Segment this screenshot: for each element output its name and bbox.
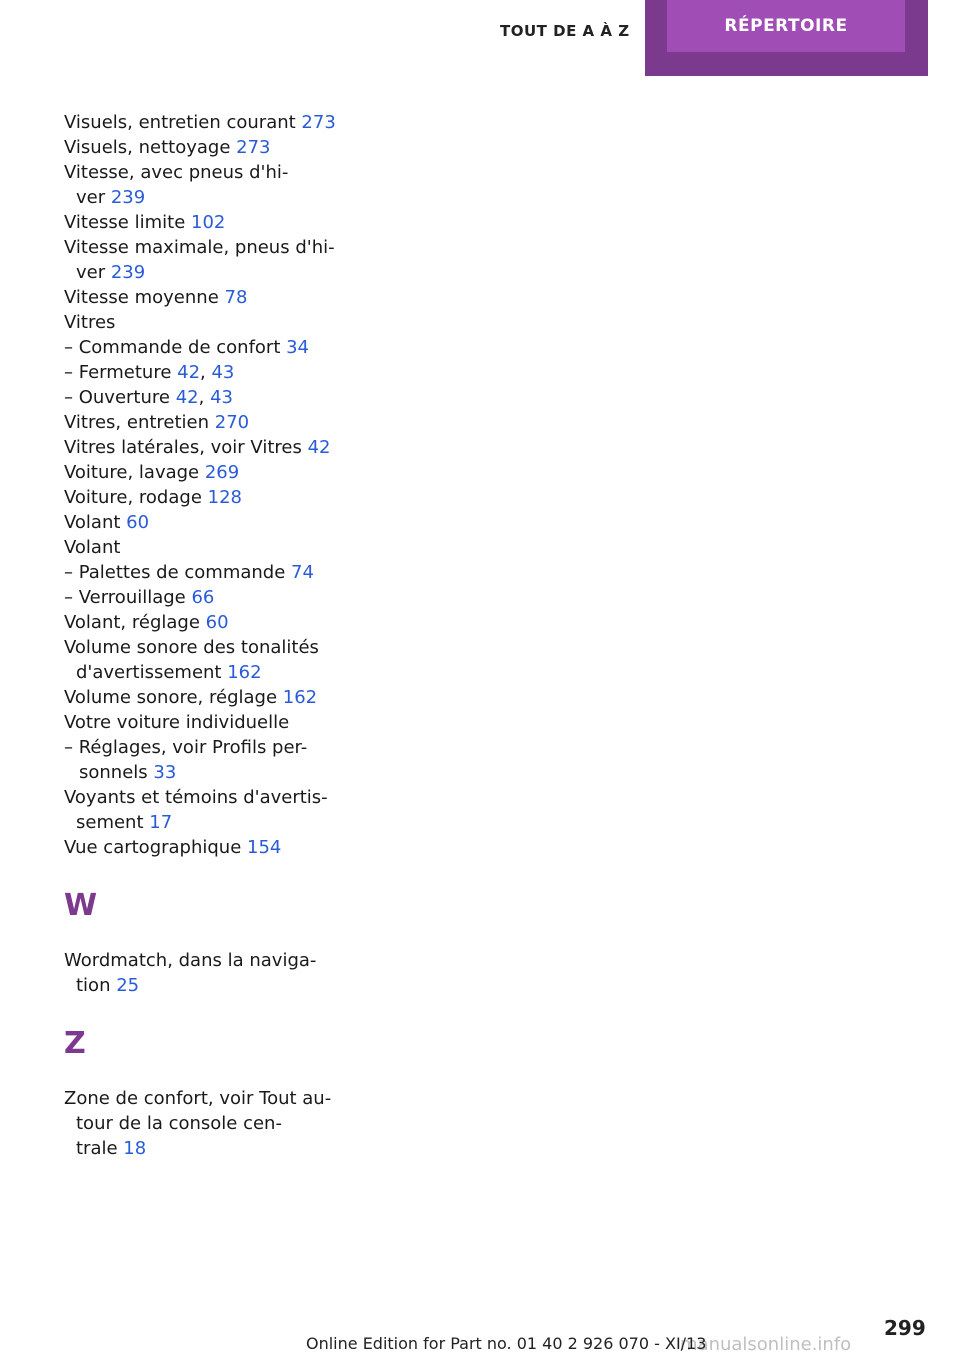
page-link[interactable]: 33 <box>153 762 177 783</box>
page-link[interactable]: 42 <box>307 437 331 458</box>
entry-text: – Commande de confort 34 <box>64 337 310 358</box>
header-tab-label: RÉPERTOIRE <box>667 0 905 52</box>
index-entry <box>64 110 354 135</box>
header-tab <box>645 0 928 76</box>
page-link[interactable]: 239 <box>110 262 146 283</box>
page-link[interactable]: 34 <box>286 337 310 358</box>
entry-text: Vitres <box>64 312 116 333</box>
letter-heading-z: Z <box>64 1026 86 1061</box>
watermark: manualsonline.info <box>680 1334 852 1355</box>
index-entry <box>64 585 354 610</box>
page-link[interactable]: 60 <box>126 512 150 533</box>
page-link[interactable]: 273 <box>301 112 336 133</box>
page-link[interactable]: 270 <box>214 412 250 433</box>
entry-continuation: sement 17 <box>76 812 173 833</box>
entry-text: – Fermeture 42, 43 <box>64 362 235 383</box>
page-link[interactable]: 74 <box>291 562 314 583</box>
entry-continuation: ver 239 <box>76 187 146 208</box>
entry-text: Vitesse maximale, pneus d'hi- <box>64 237 335 258</box>
index-entry <box>64 285 354 310</box>
entry-text: Voyants et témoins d'avertis- <box>64 787 328 808</box>
entry-text: Volume sonore des tonalités <box>64 637 319 658</box>
page-link[interactable]: 42 <box>177 362 201 383</box>
entry-text: Voiture, rodage 128 <box>64 487 242 508</box>
entry-continuation: tour de la console cen- <box>76 1113 282 1134</box>
entry-continuation: sonnels 33 <box>79 762 177 783</box>
letter-heading-w: W <box>64 888 98 923</box>
index-entry <box>64 135 354 160</box>
entry-text: Visuels, nettoyage 273 <box>64 137 271 158</box>
index-entry <box>64 835 354 860</box>
index-entry <box>64 685 354 710</box>
entry-text: Vitesse, avec pneus d'hi- <box>64 162 289 183</box>
page-link[interactable]: 154 <box>247 837 282 858</box>
page-link[interactable]: 18 <box>123 1138 147 1159</box>
index-entry <box>64 610 354 635</box>
entry-text: Votre voiture individuelle <box>64 712 290 733</box>
entry-text: Wordmatch, dans la naviga- <box>64 950 317 971</box>
index-entry <box>64 310 354 335</box>
entry-continuation: tion 25 <box>76 975 140 996</box>
entry-text: Volant, réglage 60 <box>64 612 229 633</box>
page-link[interactable]: 43 <box>211 362 235 383</box>
entry-text: Volant <box>64 537 121 558</box>
page-link[interactable]: 17 <box>149 812 173 833</box>
index-entries-z <box>64 1086 354 1161</box>
entry-text: Voiture, lavage 269 <box>64 462 240 483</box>
page-link[interactable]: 42 <box>175 387 199 408</box>
entry-text: Volant 60 <box>64 512 150 533</box>
index-entries-w <box>64 948 354 998</box>
index-entry <box>64 485 354 510</box>
index-entry <box>64 710 354 735</box>
page-link[interactable]: 128 <box>207 487 242 508</box>
index-entry <box>64 510 354 535</box>
page-link[interactable]: 239 <box>110 187 146 208</box>
entry-text: Vue cartographique 154 <box>64 837 282 858</box>
entry-text: – Verrouillage 66 <box>64 587 215 608</box>
index-entry <box>64 235 354 285</box>
entry-continuation: ver 239 <box>76 262 146 283</box>
page-link[interactable]: 78 <box>224 287 248 308</box>
entry-text: – Palettes de commande 74 <box>64 562 314 583</box>
index-column <box>64 110 354 1161</box>
page-link[interactable]: 162 <box>227 662 262 683</box>
entry-text: Zone de confort, voir Tout au- <box>64 1088 332 1109</box>
page-link[interactable]: 66 <box>191 587 215 608</box>
entry-text: Visuels, entretien courant 273 <box>64 112 336 133</box>
page-link[interactable]: 60 <box>205 612 229 633</box>
page-link[interactable]: 25 <box>116 975 140 996</box>
index-entry <box>64 785 354 835</box>
page-link[interactable]: 273 <box>236 137 271 158</box>
index-entry <box>64 435 354 460</box>
entry-text: – Réglages, voir Profils per- <box>64 737 308 758</box>
index-entry <box>64 160 354 210</box>
index-entry <box>64 385 354 410</box>
index-entry <box>64 948 354 998</box>
page-link[interactable]: 43 <box>210 387 233 408</box>
index-entry <box>64 635 354 685</box>
index-entries-v <box>64 110 354 860</box>
entry-continuation: trale 18 <box>76 1138 147 1159</box>
index-entry <box>64 460 354 485</box>
footer-edition: Online Edition for Part no. 01 40 2 926 070 - XI/13 <box>306 1334 707 1353</box>
entry-text: Volume sonore, réglage 162 <box>64 687 318 708</box>
index-entry <box>64 535 354 560</box>
index-entry <box>64 1086 354 1161</box>
index-entry <box>64 560 354 585</box>
index-entry <box>64 335 354 360</box>
index-entry <box>64 410 354 435</box>
page-link[interactable]: 102 <box>191 212 226 233</box>
page-link[interactable]: 269 <box>204 462 240 483</box>
index-entry <box>64 360 354 385</box>
entry-text: Vitres latérales, voir Vitres 42 <box>64 437 331 458</box>
index-entry <box>64 735 354 785</box>
entry-text: – Ouverture 42, 43 <box>64 387 233 408</box>
index-entry <box>64 210 354 235</box>
entry-continuation: d'avertissement 162 <box>76 662 262 683</box>
page-link[interactable]: 162 <box>282 687 318 708</box>
page-number: 299 <box>884 1316 926 1340</box>
entry-text: Vitres, entretien 270 <box>64 412 250 433</box>
entry-text: Vitesse limite 102 <box>64 212 226 233</box>
header-section-title: TOUT DE A À Z <box>500 22 630 40</box>
entry-text: Vitesse moyenne 78 <box>64 287 248 308</box>
